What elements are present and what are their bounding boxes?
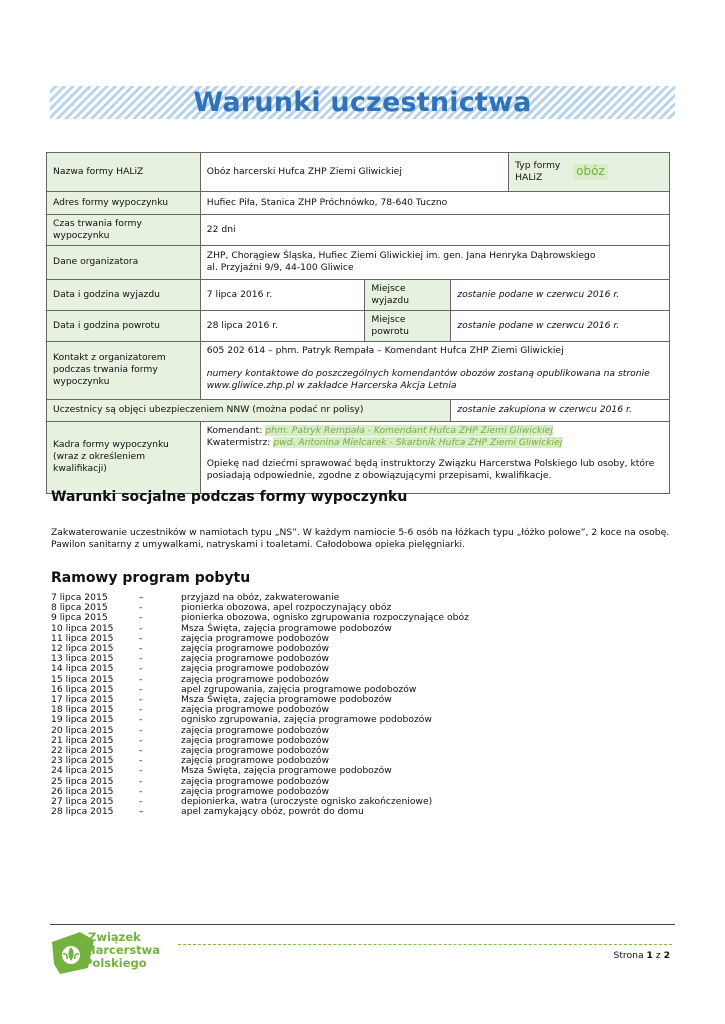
program-separator: - <box>139 602 143 614</box>
page-number <box>614 950 671 961</box>
zhp-lily-icon <box>50 928 185 976</box>
page-title: Warunki uczestnictwa <box>193 87 532 118</box>
footer-divider <box>50 924 675 925</box>
program-activity: zajęcia programowe podobozów <box>181 632 330 644</box>
insurance-label: Uczestnicy są objęci ubezpieczeniem NNW (można podać nr polisy) <box>47 399 451 421</box>
logo-line2: Harcerstwa <box>86 943 161 957</box>
program-date: 17 lipca 2015 <box>51 694 114 706</box>
contact-value <box>200 341 669 399</box>
program-activity: zajęcia programowe podobozów <box>181 704 330 716</box>
type-cell <box>509 153 670 192</box>
program-date: 10 lipca 2015 <box>51 622 114 634</box>
contact-line3: www.gliwice.zhp.pl w zakładce Harcerska Akcja Letnia <box>206 379 457 391</box>
info-table <box>46 152 670 494</box>
program-date: 23 lipca 2015 <box>51 755 114 767</box>
program-date: 9 lipca 2015 <box>51 612 108 624</box>
address-label: Adres formy wypoczynku <box>47 192 201 215</box>
program-activity: zajęcia programowe podobozów <box>181 643 330 655</box>
logo-line3: Polskiego <box>84 956 147 970</box>
table-row <box>47 153 670 192</box>
program-activity: zajęcia programowe podobozów <box>181 785 330 797</box>
program-date: 18 lipca 2015 <box>51 704 114 716</box>
program-date: 28 lipca 2015 <box>51 806 114 818</box>
program-separator: - <box>139 694 143 706</box>
program-activity: zajęcia programowe podobozów <box>181 755 330 767</box>
program-activity: zajęcia programowe podobozów <box>181 745 330 757</box>
program-separator: - <box>139 714 143 726</box>
organizer-line1: ZHP, Chorągiew Śląska, Hufiec Ziemi Gliwickiej im. gen. Jana Henryka Dąbrowskiego <box>206 250 596 262</box>
quartermaster-value: pwd. Antonina Mielcarek - Skarbnik Hufca ZHP Ziemi Gliwickiej <box>273 436 563 448</box>
organizer-label: Dane organizatora <box>47 245 201 279</box>
program-item <box>51 807 501 817</box>
program-date: 22 lipca 2015 <box>51 745 114 757</box>
table-row <box>47 341 670 399</box>
commandant-prefix: Komendant: <box>206 424 263 436</box>
program-separator: - <box>139 785 143 797</box>
program-activity: zajęcia programowe podobozów <box>181 775 330 787</box>
program-date: 14 lipca 2015 <box>51 663 114 675</box>
program-separator: - <box>139 663 143 675</box>
program-activity: pionierka obozowa, apel rozpoczynający obóz <box>181 602 392 614</box>
organizer-value <box>200 245 669 279</box>
program-separator: - <box>139 683 143 695</box>
departure-place-value: zostanie podane w czerwcu 2016 r. <box>451 279 670 310</box>
program-activity: zajęcia programowe podobozów <box>181 663 330 675</box>
program-activity: Msza Święta, zajęcia programowe podobozów <box>181 622 392 634</box>
name-label: Nazwa formy HALiZ <box>47 153 201 192</box>
logo-line1: Związek <box>88 930 141 944</box>
departure-value: 7 lipca 2016 r. <box>200 279 365 310</box>
table-row <box>47 215 670 246</box>
program-activity: depionierka, watra (uroczyste ognisko zakończeniowe) <box>181 796 433 808</box>
program-separator: - <box>139 734 143 746</box>
table-row <box>47 279 670 310</box>
program-activity: pionierka obozowa, ognisko zgrupowania rozpoczynające obóz <box>181 612 469 624</box>
program-list <box>51 593 501 817</box>
table-row <box>47 310 670 341</box>
program-separator: - <box>139 673 143 685</box>
type-label: Typ formy HALiZ <box>515 160 561 183</box>
program-separator: - <box>139 632 143 644</box>
program-separator: - <box>139 775 143 787</box>
program-activity: zajęcia programowe podobozów <box>181 653 330 665</box>
program-separator: - <box>139 765 143 777</box>
social-heading: Warunki socjalne podczas formy wypoczynku <box>51 489 408 505</box>
page-sep: z <box>655 950 661 961</box>
program-activity: zajęcia programowe podobozów <box>181 673 330 685</box>
program-activity: Msza Święta, zajęcia programowe podobozów <box>181 765 392 777</box>
program-date: 8 lipca 2015 <box>51 602 108 614</box>
program-activity: zajęcia programowe podobozów <box>181 734 330 746</box>
program-heading: Ramowy program pobytu <box>51 570 251 586</box>
program-separator: - <box>139 643 143 655</box>
program-separator: - <box>139 755 143 767</box>
zhp-logo <box>50 928 185 976</box>
table-row <box>47 192 670 215</box>
program-date: 16 lipca 2015 <box>51 683 114 695</box>
contact-line1: 605 202 614 – phm. Patryk Rempała – Komendant Hufca ZHP Ziemi Gliwickiej <box>206 344 564 356</box>
program-date: 7 lipca 2015 <box>51 592 108 603</box>
program-activity: apel zamykający obóz, powrót do domu <box>181 806 364 818</box>
program-date: 27 lipca 2015 <box>51 796 114 808</box>
page-total: 2 <box>663 950 670 961</box>
staff-note: Opiekę nad dziećmi sprawować będą instruktorzy Związku Harcerstwa Polskiego lub osoby, które posiadają odpowiednie, zgodne z obowiązującymi przepisami, kwalifikacje. <box>206 457 655 481</box>
table-row <box>47 421 670 493</box>
program-activity: Msza Święta, zajęcia programowe podobozów <box>181 694 392 706</box>
program-separator: - <box>139 745 143 757</box>
social-text: Zakwaterowanie uczestników w namiotach typu „NS”. W każdym namiocie 5-6 osób na łóżkach typu „łóżko polowe”, 2 koce na osobę. Pawilon sanitarny z umywalkami, natryskami i toaletami. Całodobowa opieka pielęgniarki. <box>51 527 670 550</box>
program-date: 25 lipca 2015 <box>51 775 114 787</box>
departure-label: Data i godzina wyjazdu <box>47 279 201 310</box>
staff-value <box>200 421 669 493</box>
name-value: Obóz harcerski Hufca ZHP Ziemi Gliwickiej <box>200 153 508 192</box>
program-date: 19 lipca 2015 <box>51 714 114 726</box>
program-activity: ognisko zgrupowania, zajęcia programowe podobozów <box>181 714 432 726</box>
duration-label: Czas trwania formy wypoczynku <box>47 215 201 246</box>
program-separator: - <box>139 612 143 624</box>
program-separator: - <box>139 796 143 808</box>
insurance-value: zostanie zakupiona w czerwcu 2016 r. <box>451 399 670 421</box>
program-separator: - <box>139 622 143 634</box>
program-date: 12 lipca 2015 <box>51 643 114 655</box>
program-separator: - <box>139 724 143 736</box>
organizer-line2: al. Przyjaźni 9/9, 44-100 Gliwice <box>206 262 354 274</box>
table-row <box>47 399 670 421</box>
return-place-value: zostanie podane w czerwcu 2016 r. <box>451 310 670 341</box>
program-date: 13 lipca 2015 <box>51 653 114 665</box>
return-value: 28 lipca 2016 r. <box>200 310 365 341</box>
program-activity: przyjazd na obóz, zakwaterowanie <box>181 592 340 603</box>
program-separator: – <box>139 592 144 603</box>
staff-label: Kadra formy wypoczynku (wraz z określeniem kwalifikacji) <box>47 421 201 493</box>
program-separator: - <box>139 653 143 665</box>
address-value: Hufiec Piła, Stanica ZHP Próchnówko, 78-640 Tuczno <box>200 192 669 215</box>
program-date: 11 lipca 2015 <box>51 632 114 644</box>
type-value: obóz <box>573 164 608 180</box>
departure-place-label: Miejsce wyjazdu <box>365 279 451 310</box>
program-separator: - <box>139 704 143 716</box>
quartermaster-prefix: Kwatermistrz: <box>206 436 271 448</box>
program-separator: – <box>139 806 144 818</box>
contact-label: Kontakt z organizatorem podczas trwania formy wypoczynku <box>47 341 201 399</box>
footer-dashed-line <box>178 944 672 945</box>
program-date: 15 lipca 2015 <box>51 673 114 685</box>
commandant-value: phm. Patryk Rempała - Komendant Hufca ZHP Ziemi Gliwickiej <box>265 424 553 436</box>
title-banner <box>50 86 675 119</box>
page-prefix: Strona <box>613 950 644 961</box>
return-place-label: Miejsce powrotu <box>365 310 451 341</box>
program-date: 21 lipca 2015 <box>51 734 114 746</box>
program-activity: apel zgrupowania, zajęcia programowe podobozów <box>181 683 417 695</box>
table-row <box>47 245 670 279</box>
duration-value: 22 dni <box>200 215 669 246</box>
program-date: 26 lipca 2015 <box>51 785 114 797</box>
return-label: Data i godzina powrotu <box>47 310 201 341</box>
program-activity: zajęcia programowe podobozów <box>181 724 330 736</box>
program-date: 20 lipca 2015 <box>51 724 114 736</box>
page-current: 1 <box>646 950 653 961</box>
program-date: 24 lipca 2015 <box>51 765 114 777</box>
contact-line2: numery kontaktowe do poszczególnych komendantów obozów zostaną opublikowana na stronie <box>206 367 650 379</box>
